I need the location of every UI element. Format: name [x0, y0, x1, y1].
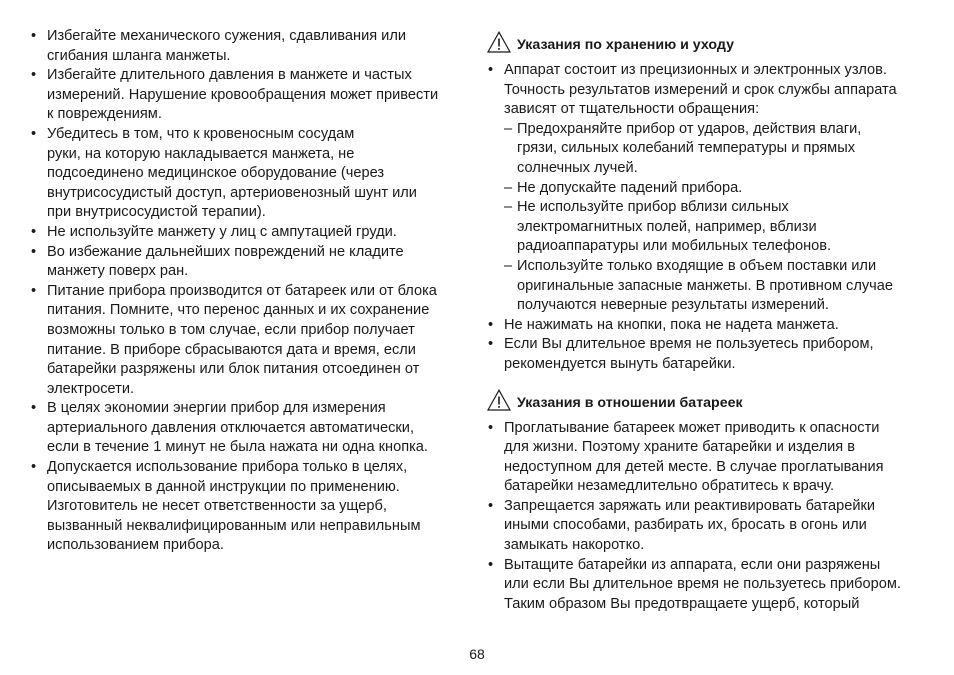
sub-list-item: – Не допускайте падений прибора. [487, 179, 927, 199]
storage-care-list [487, 61, 927, 120]
storage-care-sublist [487, 120, 927, 316]
list-item: • Убедитесь в том, что к кровеносным сосудам руки, на которую накладывается манжета, не подсоединено медицинское оборудование (через внутрисосудистый доступ, артериовенозный шунт или при внутрисосудистой терапии). [30, 125, 470, 223]
list-item: • Не нажимать на кнопки, пока не надета манжета. [487, 316, 927, 336]
list-item: • Проглатывание батареек может приводить к опасности для жизни. Поэтому храните батарейки и изделия в недоступном для детей месте. В случае проглатывания батарейки незамедлительно обратитесь к врачу. [487, 419, 927, 497]
list-item: • Не используйте манжету у лиц с ампутацией груди. [30, 223, 470, 243]
warning-triangle-icon [487, 389, 511, 411]
sub-list-item: – Используйте только входящие в объем поставки или оригинальные запасные манжеты. В противном случае получаются неверные результаты измерений. [487, 257, 927, 316]
list-item: • Питание прибора производится от батареек или от блока питания. Помните, что перенос данных и их сохранение возможны только в том случае, если прибор получает питание. В приборе сбрасываются дата и время, если батарейки разряжены или блок питания отсоединен от электросети. [30, 282, 470, 400]
battery-title: Указания в отношении батареек [517, 394, 743, 411]
list-item: • Допускается использование прибора только в целях, описываемых в данной инструкции по применению. Изготовитель не несет ответственности за ущерб, вызванный неквалифицированным или неправильным использованием прибора. [30, 458, 470, 556]
list-item: • Вытащите батарейки из аппарата, если они разряжены или если Вы длительное время не пользуетесь прибором. Таким образом Вы предотвращаете ущерб, который [487, 556, 927, 615]
precautions-list [30, 27, 470, 556]
storage-care-title: Указания по хранению и уходу [517, 37, 734, 53]
sub-list-item: – Предохраняйте прибор от ударов, действия влаги, грязи, сильных колебаний температуры и прямых солнечных лучей. [487, 120, 927, 179]
storage-care-list-continued [487, 316, 927, 375]
list-item: • Аппарат состоит из прецизионных и электронных узлов. Точность результатов измерений и срок службы аппарата зависят от тщательности обращения: [487, 61, 927, 120]
list-item: • Если Вы длительное время не пользуетесь прибором, рекомендуется вынуть батарейки. [487, 335, 927, 374]
sub-list-item: – Не используйте прибор вблизи сильных электромагнитных полей, например, вблизи радиоаппаратуры или мобильных телефонов. [487, 198, 927, 257]
left-column [30, 27, 470, 556]
warning-triangle-icon [487, 31, 511, 53]
storage-care-heading [487, 27, 927, 53]
list-item: • Запрещается заряжать или реактивировать батарейки иными способами, разбирать их, бросать в огонь или замыкать накоротко. [487, 497, 927, 556]
list-item: • В целях экономии энергии прибор для измерения артериального давления отключается автоматически, если в течение 1 минут не была нажата ни одна кнопка. [30, 399, 470, 458]
list-item: • Избегайте длительного давления в манжете и частых измерений. Нарушение кровообращения может привести к повреждениям. [30, 66, 470, 125]
battery-list [487, 419, 927, 615]
right-column [487, 27, 927, 614]
list-item: • Избегайте механического сужения, сдавливания или сгибания шланга манжеты. [30, 27, 470, 66]
page-number: 68 [469, 646, 485, 662]
list-item: • Во избежание дальнейших повреждений не кладите манжету поверх ран. [30, 243, 470, 282]
battery-heading [487, 385, 927, 411]
